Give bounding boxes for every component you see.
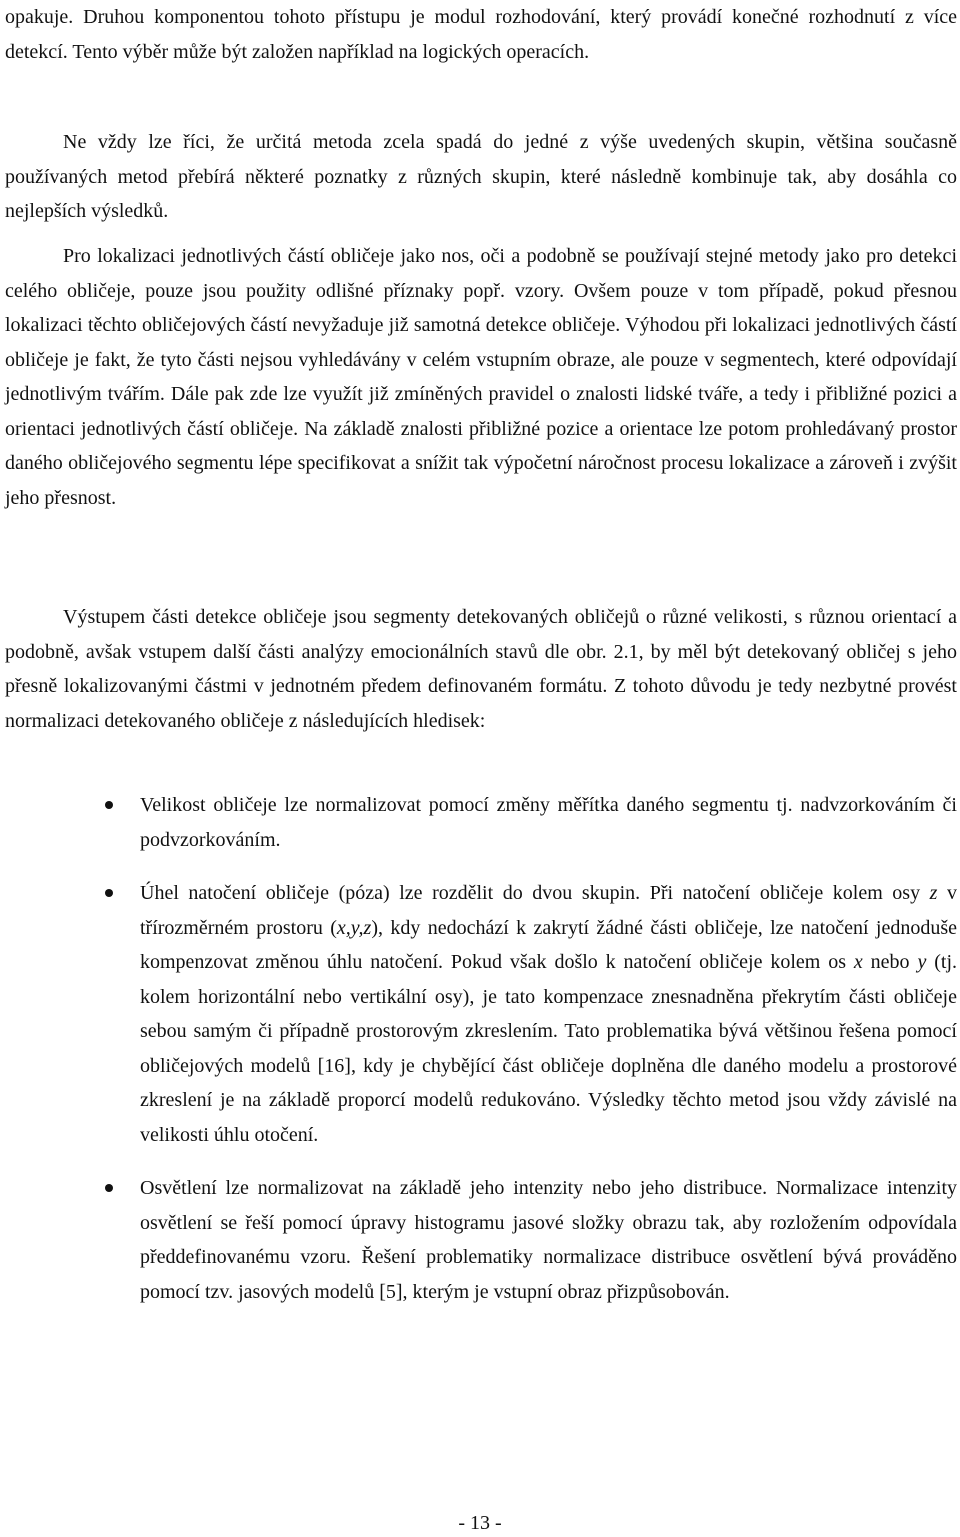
list-item-text: Osvětlení lze normalizovat na základě jeho intenzity nebo jeho distribuce. Normalizace intenzity osvětlení se řeší pomocí úpravy histogramu jasové složky obrazu tak, aby rozložením odpovídala předdefinovanému vzoru. Řešení problematiky normalizace distribuce osvětlení bývá prováděno pomocí tzv. jasových modelů [5], kterým je vstupní obraz přizpůsobován. — [140, 1177, 957, 1303]
variable-x: x — [853, 951, 863, 973]
list-item-uhel — [5, 876, 957, 1152]
bullet-icon — [105, 889, 113, 897]
list-item-text-part: nebo — [862, 951, 918, 973]
intro-paragraph: opakuje. Druhou komponentou tohoto přístupu je modul rozhodování, který provádí konečné rozhodnutí z více detekcí. Tento výběr může být založen například na logických operacích. — [5, 6, 957, 63]
list-item-text-part: Úhel natočení obličeje (póza) lze rozdělit do dvou skupin. Při natočení obličeje kolem osy — [140, 882, 930, 904]
bullet-icon — [105, 1184, 113, 1192]
page-number: - 13 - — [458, 1512, 502, 1534]
list-item-text-part: (tj. kolem horizontální nebo vertikální osy), je tato kompenzace znesnadněna překrytím části obličeje sebou samým či případně prostorovým zkreslením. Tato problematika bývá většinou řešena pomocí obličejových modelů [16], kdy je chybějící část obličeje doplněna dle daného modelu a prostorové zkreslení je na základě proporcí modelů redukováno. Výsledky těchto metod jsou vždy závislé na velikosti úhlu otočení. — [140, 951, 958, 1146]
bullet-icon — [105, 801, 113, 809]
variable-y: y — [917, 951, 927, 973]
variable-z: z — [929, 882, 938, 904]
list-item-velikost — [5, 788, 957, 857]
paragraph-vystup: Výstupem části detekce obličeje jsou segmenty detekovaných obličejů o různé velikosti, s různou orientací a podobně, avšak vstupem další části analýzy emocionálních stavů dle obr. 2.1, by měl být detekovaný obličej s jeho přesně lokalizovanými částmi v jednotném předem definovaném formátu. Z tohoto důvodu je tedy nezbytné provést normalizaci detekovaného obličeje z následujících hledisek: — [5, 606, 957, 732]
list-item-osvetleni — [5, 1171, 957, 1309]
paragraph-ne-vzdy: Ne vždy lze říci, že určitá metoda zcela spadá do jedné z výše uvedených skupin, většina současně používaných metod přebírá některé poznatky z různých skupin, které následně kombinuje tak, aby dosáhla co nejlepších výsledků. — [5, 131, 957, 222]
normalization-list — [5, 788, 957, 1309]
list-item-text-part: v třírozměrném prostoru ( — [140, 882, 958, 939]
variables-xyz: x,y,z — [336, 916, 372, 939]
paragraph-lokalizace: Pro lokalizaci jednotlivých částí obličeje jako nos, oči a podobně se používají stejné metody jako pro detekci celého obličeje, pouze jsou použity odlišné příznaky popř. vzory. Ovšem pouze v tom případě, pokud přesnou lokalizaci těchto obličejových částí nevyžaduje již samotná detekce obličeje. Výhodou při lokalizaci jednotlivých částí obličeje je fakt, že tyto části nejsou vyhledávány v celém vstupním obraze, ale pouze v segmentech, které odpovídají jednotlivým tvářím. Dále pak zde lze využít již zmíněných pravidel o znalosti lidské tváře, a tedy i přibližné pozici a orientaci jednotlivých částí obličeje. Na základě znalosti přibližné pozice a orientace lze potom prohledávaný prostor daného obličejového segmentu lépe specifikovat a snížit tak výpočetní náročnost procesu lokalizace a zároveň i zvýšit jeho přesnost. — [5, 245, 957, 509]
list-item-text-part: ), kdy nedochází k zakrytí žádné části obličeje, lze natočení jednoduše kompenzovat změnou úhlu natočení. Pokud však došlo k natočení obličeje kolem os — [140, 916, 957, 973]
list-item-text: Velikost obličeje lze normalizovat pomocí změny měřítka daného segmentu tj. nadvzorkováním či podvzorkováním. — [140, 794, 957, 851]
